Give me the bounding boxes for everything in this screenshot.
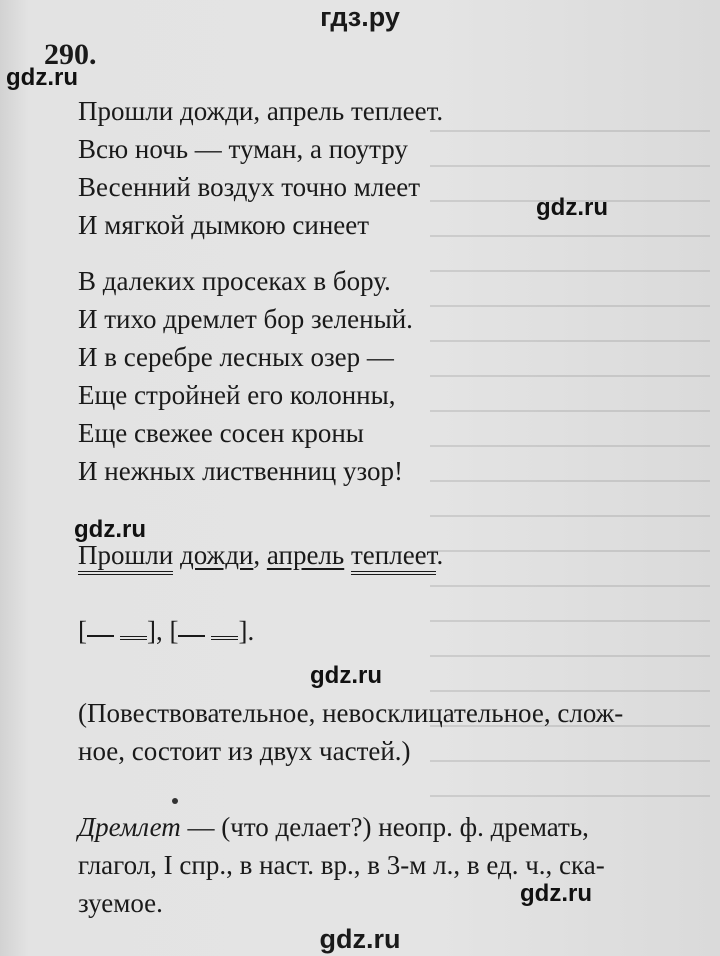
poem-line: Всю ночь — туман, а поутру: [78, 134, 408, 164]
description-line: ное, состоит из двух частей.): [78, 736, 411, 766]
sentence-schema: [ ], [ ].: [78, 616, 255, 646]
analyzed-word: Дремлет: [78, 812, 181, 842]
poem-line: И мягкой дымкою синеет: [78, 210, 370, 240]
subject-1: дожди: [179, 540, 254, 570]
parsed-sentence: Прошли дожди, апрель теплеет.: [78, 540, 443, 571]
description-line: (Повествовательное, невосклицательное, слож-: [78, 698, 624, 728]
poem-line: Еще стройней его колонны,: [78, 380, 396, 410]
poem-line: Весенний воздух точно млеет: [78, 172, 421, 202]
exercise-number: 290.: [44, 38, 97, 71]
watermark: gdz.ru: [6, 64, 78, 91]
morph-line: глагол, I спр., в наст. вр., в 3-м л., в ед. ч., ска-: [78, 850, 605, 880]
predicate-1: Прошли: [78, 540, 173, 575]
watermark: gdz.ru: [520, 880, 592, 907]
predicate-2: теплеет: [351, 540, 436, 575]
morph-line: зуемое.: [78, 888, 163, 918]
watermark: gdz.ru: [310, 662, 382, 689]
poem-line: Еще свежее сосен кроны: [78, 418, 364, 448]
site-header[interactable]: гдз.ру: [320, 2, 400, 32]
poem-line: И нежных лиственниц узор!: [78, 456, 404, 486]
poem-line: И тихо дремлет бор зеленый.: [78, 304, 413, 334]
poem-line: В далеких просеках в бору.: [78, 266, 391, 296]
poem-line: Прошли дожди, апрель теплеет.: [78, 96, 444, 126]
bleed-through-lines: [430, 130, 710, 890]
subject-2: апрель: [266, 540, 345, 570]
ink-dot: [172, 798, 178, 804]
poem-line: И в серебре лесных озер —: [78, 342, 394, 372]
morph-line: Дремлет — (что делает?) неопр. ф. дремать,: [78, 812, 589, 842]
watermark: gdz.ru: [74, 516, 146, 543]
site-footer[interactable]: gdz.ru: [319, 924, 401, 954]
watermark: gdz.ru: [536, 194, 608, 221]
